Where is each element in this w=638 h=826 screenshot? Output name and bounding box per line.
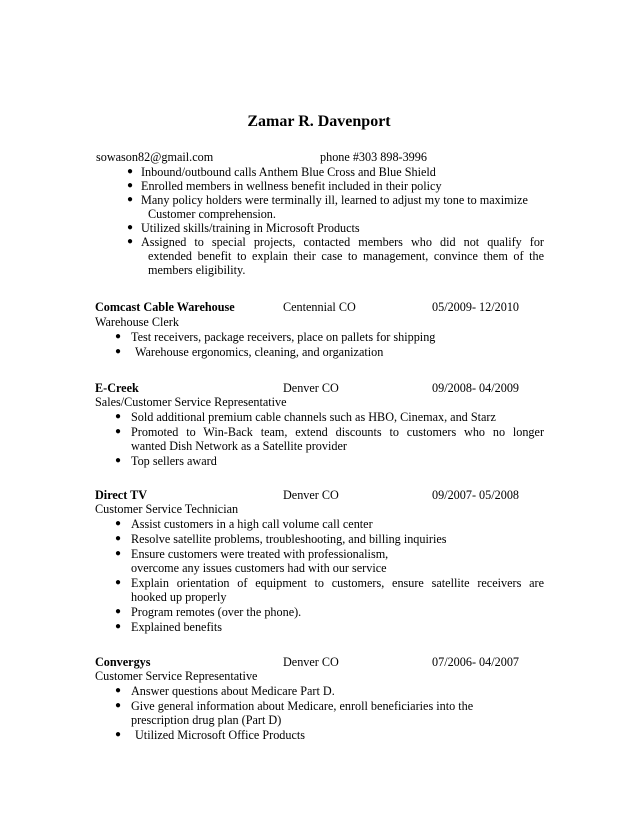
bullet-icon: ● [127, 180, 134, 191]
job-duty-cont: overcome any issues customers had with our service [131, 561, 387, 575]
summary-item-cont: Customer comprehension. [148, 207, 276, 221]
phone-text: phone #303 898-3996 [320, 150, 427, 164]
bullet-icon: ● [127, 236, 134, 247]
job-duty: Sold additional premium cable channels such as HBO, Cinemax, and Starz [131, 410, 496, 424]
bullet-icon: ● [115, 729, 122, 740]
job-company: Convergys [95, 655, 151, 669]
summary-item: Assigned to special projects, contacted members who did not qualify for [141, 235, 544, 249]
job-duty: Answer questions about Medicare Part D. [131, 684, 335, 698]
bullet-icon: ● [115, 426, 122, 437]
summary-item: Inbound/outbound calls Anthem Blue Cross and Blue Shield [141, 165, 436, 179]
job-title: Customer Service Representative [95, 669, 258, 683]
bullet-icon: ● [115, 518, 122, 529]
job-title: Sales/Customer Service Representative [95, 395, 287, 409]
job-company: E-Creek [95, 381, 139, 395]
job-location: Denver CO [283, 381, 339, 395]
bullet-icon: ● [115, 621, 122, 632]
bullet-icon: ● [115, 346, 122, 357]
summary-item-cont: members eligibility. [148, 263, 246, 277]
job-location: Denver CO [283, 488, 339, 502]
job-duty: Program remotes (over the phone). [131, 605, 302, 619]
job-location: Denver CO [283, 655, 339, 669]
bullet-icon: ● [115, 700, 122, 711]
job-duty: Explained benefits [131, 620, 223, 634]
bullet-icon: ● [115, 331, 122, 342]
email-text: sowason82@gmail.com [96, 150, 214, 164]
job-dates: 09/2008- 04/2009 [432, 381, 520, 395]
job-dates: 05/2009- 12/2010 [432, 300, 520, 314]
summary-item-cont: extended benefit to explain their case to management, convince them of the [148, 249, 544, 263]
job-duty: Give general information about Medicare, enroll beneficiaries into the [131, 699, 474, 713]
job-dates: 09/2007- 05/2008 [432, 488, 520, 502]
job-duty: Warehouse ergonomics, cleaning, and organization [135, 345, 384, 359]
job-duty: Utilized Microsoft Office Products [135, 728, 306, 742]
job-company: Direct TV [95, 488, 148, 502]
bullet-icon: ● [115, 606, 122, 617]
job-title: Warehouse Clerk [95, 315, 179, 329]
bullet-icon: ● [115, 548, 122, 559]
bullet-icon: ● [127, 166, 134, 177]
job-duty: Ensure customers were treated with professionalism, [131, 547, 389, 561]
summary-item: Enrolled members in wellness benefit included in their policy [141, 179, 442, 193]
bullet-icon: ● [127, 194, 134, 205]
job-location: Centennial CO [283, 300, 356, 314]
job-duty: Assist customers in a high call volume call center [131, 517, 373, 531]
job-duty: Test receivers, package receivers, place on pallets for shipping [131, 330, 436, 344]
bullet-icon: ● [115, 685, 122, 696]
bullet-icon: ● [115, 411, 122, 422]
job-duty-cont: prescription drug plan (Part D) [131, 713, 282, 727]
job-duty-cont: hooked up properly [131, 590, 227, 604]
job-duty: Resolve satellite problems, troubleshooting, and billing inquiries [131, 532, 447, 546]
job-company: Comcast Cable Warehouse [95, 300, 235, 314]
bullet-icon: ● [127, 222, 134, 233]
job-duty-cont: wanted Dish Network as a Satellite provider [131, 439, 347, 453]
bullet-icon: ● [115, 533, 122, 544]
job-dates: 07/2006- 04/2007 [432, 655, 520, 669]
job-duty: Top sellers award [131, 454, 217, 468]
resume-name: Zamar R. Davenport [247, 113, 391, 130]
job-title: Customer Service Technician [95, 502, 239, 516]
summary-item: Utilized skills/training in Microsoft Products [141, 221, 360, 235]
job-duty: Explain orientation of equipment to customers, ensure satellite receivers are [131, 576, 544, 590]
bullet-icon: ● [115, 455, 122, 466]
bullet-icon: ● [115, 577, 122, 588]
job-duty: Promoted to Win-Back team, extend discounts to customers who no longer [131, 425, 544, 439]
summary-item: Many policy holders were terminally ill, learned to adjust my tone to maximize [141, 193, 528, 207]
